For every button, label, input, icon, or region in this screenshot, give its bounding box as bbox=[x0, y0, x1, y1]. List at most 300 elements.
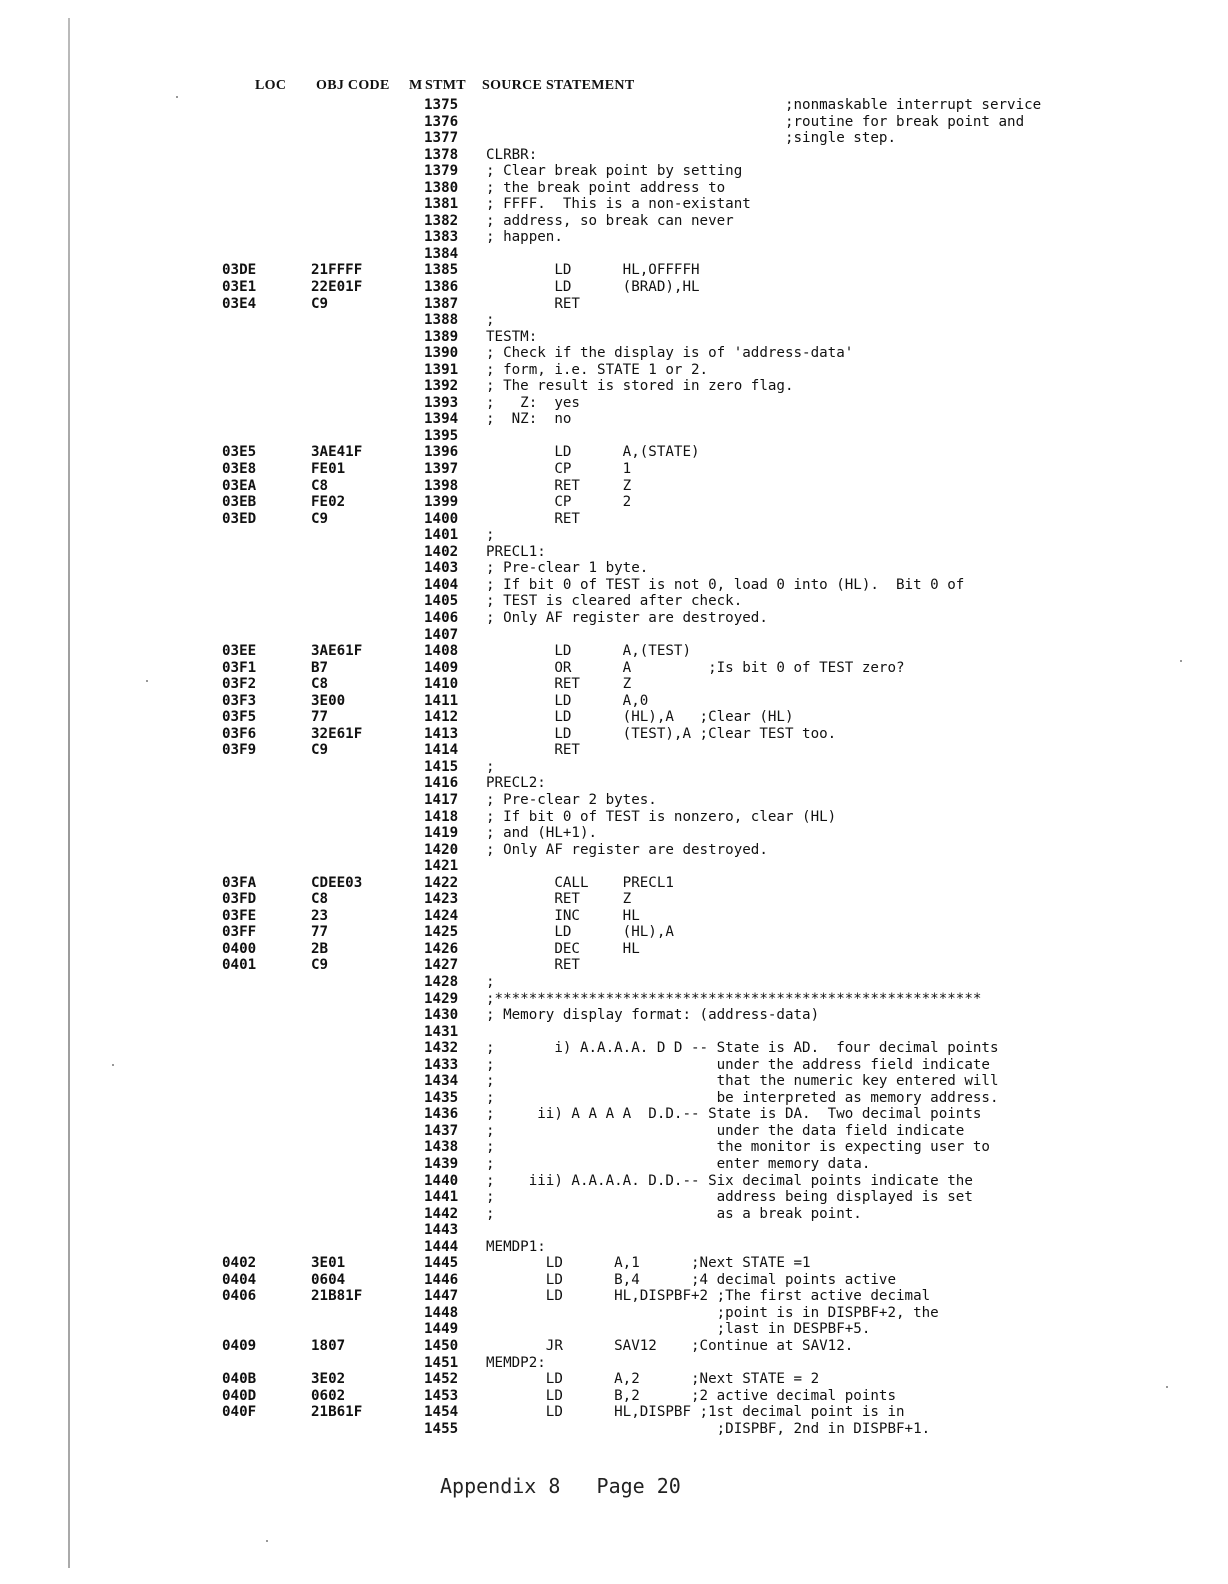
listing-line bbox=[0, 130, 1228, 147]
line-stmt-number: 1453 bbox=[424, 1387, 459, 1404]
header-source-statement: SOURCE STATEMENT bbox=[482, 78, 635, 93]
listing-line bbox=[0, 147, 1228, 164]
line-loc: 03F6 bbox=[222, 725, 257, 742]
line-obj-code: C9 bbox=[311, 295, 329, 312]
line-source: ; Pre-clear 1 byte. bbox=[486, 560, 649, 577]
listing-line bbox=[0, 1305, 1228, 1322]
line-source: ; the monitor is expecting user to bbox=[486, 1139, 990, 1156]
line-source: CLRBR: bbox=[486, 146, 538, 163]
line-source: RET bbox=[486, 510, 580, 527]
line-source: ; bbox=[486, 527, 495, 544]
listing-line bbox=[0, 1404, 1228, 1421]
line-stmt-number: 1427 bbox=[424, 957, 459, 974]
line-loc: 0409 bbox=[222, 1338, 257, 1355]
listing-line bbox=[0, 378, 1228, 395]
listing-line bbox=[0, 229, 1228, 246]
line-source: ;point is in DISPBF+2, the bbox=[486, 1304, 939, 1321]
line-stmt-number: 1442 bbox=[424, 1205, 459, 1222]
line-stmt-number: 1378 bbox=[424, 146, 459, 163]
listing-line bbox=[0, 627, 1228, 644]
listing-line bbox=[0, 511, 1228, 528]
line-source: ; enter memory data. bbox=[486, 1156, 871, 1172]
line-stmt-number: 1379 bbox=[424, 163, 459, 180]
line-loc: 03EA bbox=[222, 477, 257, 494]
line-loc: 03EE bbox=[222, 643, 257, 660]
line-source: ; Only AF register are destroyed. bbox=[486, 609, 768, 626]
line-stmt-number: 1448 bbox=[424, 1304, 459, 1321]
listing-line bbox=[0, 1123, 1228, 1140]
line-source: INC HL bbox=[486, 907, 640, 924]
line-obj-code: 3AE61F bbox=[311, 643, 363, 660]
line-stmt-number: 1422 bbox=[424, 874, 459, 891]
line-source: ; happen. bbox=[486, 229, 563, 246]
line-stmt-number: 1431 bbox=[424, 1023, 459, 1040]
listing-line bbox=[0, 1057, 1228, 1074]
listing-line bbox=[0, 1206, 1228, 1223]
line-source: ; under the data field indicate bbox=[486, 1122, 965, 1139]
line-source: ; Memory display format: (address-data) bbox=[486, 1007, 820, 1024]
listing-line bbox=[0, 1156, 1228, 1173]
listing-line bbox=[0, 924, 1228, 941]
line-stmt-number: 1419 bbox=[424, 825, 459, 842]
line-stmt-number: 1441 bbox=[424, 1189, 459, 1206]
listing-line bbox=[0, 908, 1228, 925]
line-source: ; TEST is cleared after check. bbox=[486, 593, 743, 610]
listing-line bbox=[0, 1040, 1228, 1057]
scan-speck bbox=[176, 96, 178, 98]
line-stmt-number: 1412 bbox=[424, 709, 459, 726]
line-source: ;last in DESPBF+5. bbox=[486, 1321, 871, 1338]
line-stmt-number: 1445 bbox=[424, 1255, 459, 1272]
line-stmt-number: 1447 bbox=[424, 1288, 459, 1305]
line-obj-code: C8 bbox=[311, 477, 329, 494]
listing-line bbox=[0, 428, 1228, 445]
line-source: MEMDP2: bbox=[486, 1354, 546, 1371]
listing-line bbox=[0, 411, 1228, 428]
listing-line bbox=[0, 660, 1228, 677]
line-stmt-number: 1405 bbox=[424, 593, 459, 610]
listing-line bbox=[0, 163, 1228, 180]
line-loc: 03F1 bbox=[222, 659, 257, 676]
line-loc: 03E5 bbox=[222, 444, 257, 461]
listing-line bbox=[0, 891, 1228, 908]
listing-line bbox=[0, 262, 1228, 279]
line-source: DEC HL bbox=[486, 940, 640, 957]
line-source: PRECL2: bbox=[486, 775, 546, 792]
line-stmt-number: 1385 bbox=[424, 262, 459, 279]
line-source: LD (HL),A ;Clear (HL) bbox=[486, 709, 794, 726]
line-stmt-number: 1414 bbox=[424, 742, 459, 759]
line-stmt-number: 1440 bbox=[424, 1172, 459, 1189]
line-stmt-number: 1399 bbox=[424, 494, 459, 511]
line-stmt-number: 1433 bbox=[424, 1056, 459, 1073]
line-source: LD HL,DISPBF+2 ;The first active decimal bbox=[486, 1288, 931, 1305]
listing-line bbox=[0, 527, 1228, 544]
listing-line bbox=[0, 941, 1228, 958]
line-stmt-number: 1452 bbox=[424, 1371, 459, 1388]
line-obj-code: 3AE41F bbox=[311, 444, 363, 461]
line-stmt-number: 1388 bbox=[424, 312, 459, 329]
listing-line bbox=[0, 213, 1228, 230]
line-source: ; address, so break can never bbox=[486, 212, 734, 229]
line-loc: 040B bbox=[222, 1371, 257, 1388]
line-obj-code: 32E61F bbox=[311, 725, 363, 742]
listing-line bbox=[0, 1255, 1228, 1272]
listing-line bbox=[0, 312, 1228, 329]
listing-line bbox=[0, 1173, 1228, 1190]
line-source: ; as a break point. bbox=[486, 1205, 862, 1222]
listing-line bbox=[0, 180, 1228, 197]
listing-line bbox=[0, 726, 1228, 743]
line-stmt-number: 1429 bbox=[424, 990, 459, 1007]
line-stmt-number: 1384 bbox=[424, 245, 459, 262]
listing-line bbox=[0, 1272, 1228, 1289]
line-source: LD B,2 ;2 active decimal points bbox=[486, 1387, 896, 1404]
line-source: ; ii) A A A A D.D.-- State is DA. Two decimal points bbox=[486, 1106, 982, 1123]
line-loc: 0404 bbox=[222, 1271, 257, 1288]
line-stmt-number: 1389 bbox=[424, 328, 459, 345]
line-loc: 03FF bbox=[222, 924, 257, 941]
assembly-listing bbox=[0, 97, 1228, 1437]
line-source: LD B,4 ;4 decimal points active bbox=[486, 1271, 896, 1288]
listing-line bbox=[0, 991, 1228, 1008]
line-source: LD HL,DISPBF ;1st decimal point is in bbox=[486, 1404, 905, 1421]
line-stmt-number: 1417 bbox=[424, 791, 459, 808]
listing-line bbox=[0, 1371, 1228, 1388]
line-stmt-number: 1455 bbox=[424, 1420, 459, 1437]
listing-line bbox=[0, 1355, 1228, 1372]
line-stmt-number: 1423 bbox=[424, 891, 459, 908]
line-stmt-number: 1436 bbox=[424, 1106, 459, 1123]
line-stmt-number: 1424 bbox=[424, 907, 459, 924]
line-source: ; Clear break point by setting bbox=[486, 163, 743, 180]
line-source: ; under the address field indicate bbox=[486, 1056, 990, 1073]
line-source: RET Z bbox=[486, 676, 632, 693]
line-stmt-number: 1394 bbox=[424, 411, 459, 428]
line-stmt-number: 1421 bbox=[424, 858, 459, 875]
listing-line bbox=[0, 957, 1228, 974]
listing-line bbox=[0, 1222, 1228, 1239]
listing-line bbox=[0, 875, 1228, 892]
line-stmt-number: 1435 bbox=[424, 1089, 459, 1106]
line-source: ; address being displayed is set bbox=[486, 1189, 973, 1206]
listing-line bbox=[0, 1073, 1228, 1090]
line-source: LD (HL),A bbox=[486, 924, 674, 941]
line-source: ;routine for break point and bbox=[486, 113, 1025, 130]
page-footer: Appendix 8 Page 20 bbox=[440, 1474, 681, 1498]
line-source: LD A,1 ;Next STATE =1 bbox=[486, 1255, 811, 1272]
line-source: RET Z bbox=[486, 477, 632, 494]
line-stmt-number: 1409 bbox=[424, 659, 459, 676]
line-source: ; Only AF register are destroyed. bbox=[486, 841, 768, 858]
listing-line bbox=[0, 560, 1228, 577]
line-stmt-number: 1411 bbox=[424, 692, 459, 709]
line-source: LD A,2 ;Next STATE = 2 bbox=[486, 1371, 820, 1388]
line-loc: 03E8 bbox=[222, 461, 257, 478]
listing-line bbox=[0, 296, 1228, 313]
line-stmt-number: 1376 bbox=[424, 113, 459, 130]
line-obj-code: 77 bbox=[311, 709, 329, 726]
line-stmt-number: 1449 bbox=[424, 1321, 459, 1338]
listing-line bbox=[0, 775, 1228, 792]
line-source: RET bbox=[486, 295, 580, 312]
listing-line bbox=[0, 974, 1228, 991]
listing-line bbox=[0, 329, 1228, 346]
listing-line bbox=[0, 1321, 1228, 1338]
line-stmt-number: 1438 bbox=[424, 1139, 459, 1156]
line-source: LD (TEST),A ;Clear TEST too. bbox=[486, 725, 837, 742]
line-source: ;********************************************************* bbox=[486, 990, 982, 1007]
line-stmt-number: 1391 bbox=[424, 361, 459, 378]
line-stmt-number: 1383 bbox=[424, 229, 459, 246]
line-source: CP 2 bbox=[486, 494, 632, 511]
listing-line bbox=[0, 1007, 1228, 1024]
listing-line bbox=[0, 395, 1228, 412]
line-source: LD A,(STATE) bbox=[486, 444, 700, 461]
line-obj-code: FE02 bbox=[311, 494, 346, 511]
listing-line bbox=[0, 1024, 1228, 1041]
listing-line bbox=[0, 196, 1228, 213]
line-loc: 03DE bbox=[222, 262, 257, 279]
listing-line bbox=[0, 759, 1228, 776]
line-stmt-number: 1407 bbox=[424, 626, 459, 643]
line-stmt-number: 1426 bbox=[424, 940, 459, 957]
line-stmt-number: 1408 bbox=[424, 643, 459, 660]
listing-line bbox=[0, 1388, 1228, 1405]
line-obj-code: 0604 bbox=[311, 1271, 346, 1288]
listing-line bbox=[0, 858, 1228, 875]
line-stmt-number: 1404 bbox=[424, 576, 459, 593]
line-source: ; the break point address to bbox=[486, 179, 726, 196]
line-obj-code: C9 bbox=[311, 957, 329, 974]
line-source: MEMDP1: bbox=[486, 1238, 546, 1255]
line-stmt-number: 1420 bbox=[424, 841, 459, 858]
line-loc: 03E4 bbox=[222, 295, 257, 312]
line-obj-code: 21B81F bbox=[311, 1288, 363, 1305]
line-stmt-number: 1450 bbox=[424, 1338, 459, 1355]
line-stmt-number: 1401 bbox=[424, 527, 459, 544]
listing-line bbox=[0, 362, 1228, 379]
listing-line bbox=[0, 1139, 1228, 1156]
line-stmt-number: 1393 bbox=[424, 394, 459, 411]
line-obj-code: CDEE03 bbox=[311, 874, 363, 891]
line-loc: 0400 bbox=[222, 940, 257, 957]
line-source: ; bbox=[486, 758, 495, 775]
line-stmt-number: 1382 bbox=[424, 212, 459, 229]
line-loc: 0402 bbox=[222, 1255, 257, 1272]
line-source: CP 1 bbox=[486, 461, 632, 478]
header-m: M bbox=[409, 78, 423, 93]
line-loc: 03F2 bbox=[222, 676, 257, 693]
line-obj-code: 3E01 bbox=[311, 1255, 346, 1272]
listing-line bbox=[0, 494, 1228, 511]
line-loc: 03F5 bbox=[222, 709, 257, 726]
line-obj-code: 3E02 bbox=[311, 1371, 346, 1388]
line-source: LD (BRAD),HL bbox=[486, 279, 700, 296]
line-source: ; NZ: no bbox=[486, 411, 572, 428]
line-stmt-number: 1396 bbox=[424, 444, 459, 461]
line-source: TESTM: bbox=[486, 328, 538, 345]
listing-line bbox=[0, 1239, 1228, 1256]
line-stmt-number: 1380 bbox=[424, 179, 459, 196]
line-loc: 03FA bbox=[222, 874, 257, 891]
line-source: ; that the numeric key entered will bbox=[486, 1073, 999, 1090]
line-obj-code: C8 bbox=[311, 676, 329, 693]
line-stmt-number: 1381 bbox=[424, 196, 459, 213]
line-loc: 03FE bbox=[222, 907, 257, 924]
scan-speck bbox=[1180, 660, 1182, 662]
line-source: ; Check if the display is of 'address-data' bbox=[486, 345, 854, 362]
line-source: LD A,(TEST) bbox=[486, 643, 691, 660]
line-source: LD A,0 bbox=[486, 692, 649, 709]
line-source: ; form, i.e. STATE 1 or 2. bbox=[486, 361, 709, 378]
line-source: RET bbox=[486, 742, 580, 759]
line-obj-code: FE01 bbox=[311, 461, 346, 478]
line-stmt-number: 1416 bbox=[424, 775, 459, 792]
line-source: ; Z: yes bbox=[486, 394, 580, 411]
listing-line bbox=[0, 593, 1228, 610]
listing-line bbox=[0, 842, 1228, 859]
listing-line bbox=[0, 97, 1228, 114]
line-stmt-number: 1444 bbox=[424, 1238, 459, 1255]
listing-line bbox=[0, 825, 1228, 842]
line-stmt-number: 1390 bbox=[424, 345, 459, 362]
listing-line bbox=[0, 544, 1228, 561]
line-stmt-number: 1425 bbox=[424, 924, 459, 941]
scan-speck bbox=[112, 1064, 114, 1066]
line-stmt-number: 1437 bbox=[424, 1122, 459, 1139]
listing-line bbox=[0, 279, 1228, 296]
line-stmt-number: 1432 bbox=[424, 1040, 459, 1057]
line-source: CALL PRECL1 bbox=[486, 874, 674, 891]
line-source: ;single step. bbox=[486, 130, 896, 147]
line-stmt-number: 1375 bbox=[424, 97, 459, 113]
line-obj-code: B7 bbox=[311, 659, 329, 676]
listing-line bbox=[0, 1189, 1228, 1206]
line-stmt-number: 1413 bbox=[424, 725, 459, 742]
line-stmt-number: 1403 bbox=[424, 560, 459, 577]
line-obj-code: C9 bbox=[311, 510, 329, 527]
listing-line bbox=[0, 1288, 1228, 1305]
listing-line bbox=[0, 1338, 1228, 1355]
listing-line bbox=[0, 114, 1228, 131]
line-loc: 040F bbox=[222, 1404, 257, 1421]
line-stmt-number: 1386 bbox=[424, 279, 459, 296]
header-obj-code: OBJ CODE bbox=[316, 78, 390, 93]
line-source: RET bbox=[486, 957, 580, 974]
listing-line bbox=[0, 478, 1228, 495]
line-loc: 040D bbox=[222, 1387, 257, 1404]
line-obj-code: C9 bbox=[311, 742, 329, 759]
line-source: ; iii) A.A.A.A. D.D.-- Six decimal points indicate the bbox=[486, 1172, 973, 1189]
line-loc: 03F9 bbox=[222, 742, 257, 759]
line-stmt-number: 1430 bbox=[424, 1007, 459, 1024]
line-source: ; bbox=[486, 312, 495, 329]
line-source: ; and (HL+1). bbox=[486, 825, 598, 842]
line-loc: 03F3 bbox=[222, 692, 257, 709]
line-obj-code: C8 bbox=[311, 891, 329, 908]
line-obj-code: 77 bbox=[311, 924, 329, 941]
line-loc: 0406 bbox=[222, 1288, 257, 1305]
line-stmt-number: 1446 bbox=[424, 1271, 459, 1288]
line-stmt-number: 1387 bbox=[424, 295, 459, 312]
line-source: RET Z bbox=[486, 891, 632, 908]
line-source: ; be interpreted as memory address. bbox=[486, 1089, 999, 1106]
line-obj-code: 0602 bbox=[311, 1387, 346, 1404]
line-obj-code: 3E00 bbox=[311, 692, 346, 709]
line-source: LD HL,OFFFFH bbox=[486, 262, 700, 279]
scan-speck bbox=[146, 680, 148, 682]
line-stmt-number: 1410 bbox=[424, 676, 459, 693]
listing-line bbox=[0, 577, 1228, 594]
header-loc: LOC bbox=[255, 78, 287, 93]
listing-line bbox=[0, 246, 1228, 263]
line-source: ;nonmaskable interrupt service bbox=[486, 97, 1042, 113]
line-obj-code: 22E01F bbox=[311, 279, 363, 296]
line-obj-code: 1807 bbox=[311, 1338, 346, 1355]
listing-line bbox=[0, 809, 1228, 826]
line-loc: 0401 bbox=[222, 957, 257, 974]
line-obj-code: 21B61F bbox=[311, 1404, 363, 1421]
scan-speck bbox=[266, 1540, 268, 1542]
line-loc: 03FD bbox=[222, 891, 257, 908]
line-stmt-number: 1406 bbox=[424, 609, 459, 626]
header-stmt: STMT bbox=[425, 78, 466, 93]
line-stmt-number: 1418 bbox=[424, 808, 459, 825]
line-source: ; i) A.A.A.A. D D -- State is AD. four decimal points bbox=[486, 1040, 999, 1057]
line-source: ; bbox=[486, 973, 495, 990]
line-source: OR A ;Is bit 0 of TEST zero? bbox=[486, 659, 905, 676]
line-obj-code: 21FFFF bbox=[311, 262, 363, 279]
listing-line bbox=[0, 709, 1228, 726]
listing-line bbox=[0, 610, 1228, 627]
line-source: JR SAV12 ;Continue at SAV12. bbox=[486, 1338, 854, 1355]
line-source: ; If bit 0 of TEST is nonzero, clear (HL) bbox=[486, 808, 837, 825]
listing-line bbox=[0, 444, 1228, 461]
line-stmt-number: 1400 bbox=[424, 510, 459, 527]
line-stmt-number: 1451 bbox=[424, 1354, 459, 1371]
listing-line bbox=[0, 1106, 1228, 1123]
line-stmt-number: 1398 bbox=[424, 477, 459, 494]
line-stmt-number: 1428 bbox=[424, 973, 459, 990]
listing-line bbox=[0, 461, 1228, 478]
line-loc: 03EB bbox=[222, 494, 257, 511]
listing-line bbox=[0, 345, 1228, 362]
scan-speck bbox=[1166, 1386, 1168, 1388]
line-stmt-number: 1415 bbox=[424, 758, 459, 775]
listing-line bbox=[0, 742, 1228, 759]
listing-line bbox=[0, 693, 1228, 710]
listing-line bbox=[0, 792, 1228, 809]
listing-line bbox=[0, 1090, 1228, 1107]
line-obj-code: 23 bbox=[311, 907, 329, 924]
line-loc: 03ED bbox=[222, 510, 257, 527]
line-loc: 03E1 bbox=[222, 279, 257, 296]
line-obj-code: 2B bbox=[311, 940, 329, 957]
listing-line bbox=[0, 643, 1228, 660]
line-source: ;DISPBF, 2nd in DISPBF+1. bbox=[486, 1420, 931, 1437]
line-stmt-number: 1402 bbox=[424, 543, 459, 560]
line-source: PRECL1: bbox=[486, 543, 546, 560]
line-stmt-number: 1454 bbox=[424, 1404, 459, 1421]
line-source: ; The result is stored in zero flag. bbox=[486, 378, 794, 395]
line-stmt-number: 1439 bbox=[424, 1156, 459, 1172]
listing-line bbox=[0, 676, 1228, 693]
line-source: ; Pre-clear 2 bytes. bbox=[486, 791, 657, 808]
line-stmt-number: 1434 bbox=[424, 1073, 459, 1090]
line-stmt-number: 1395 bbox=[424, 427, 459, 444]
line-stmt-number: 1377 bbox=[424, 130, 459, 147]
